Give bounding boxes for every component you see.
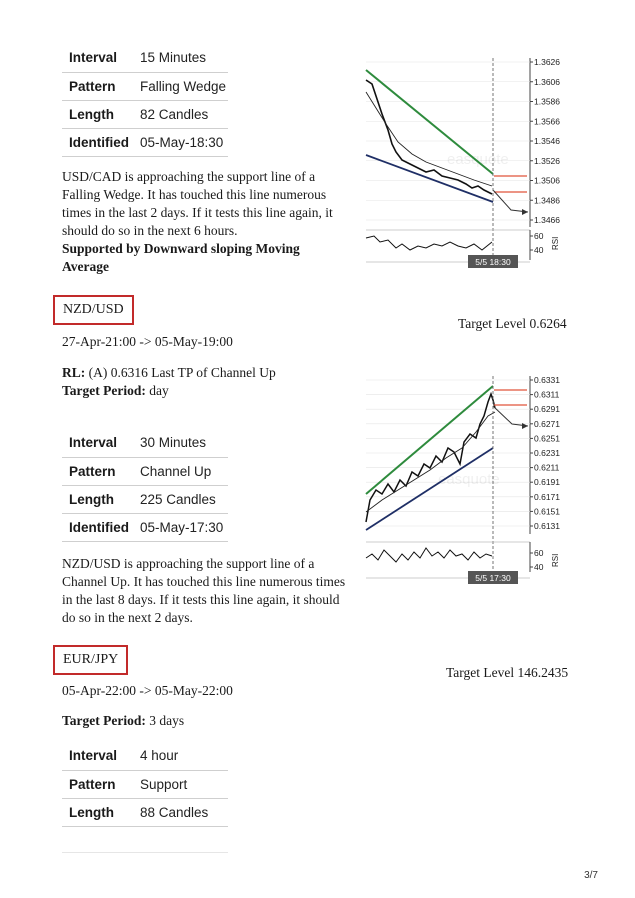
- price-tick-label: 1.3586: [534, 96, 560, 107]
- rsi-tick: 60: [534, 231, 544, 241]
- price-tick-label: 0.6291: [534, 404, 560, 415]
- table-value: Falling Wedge: [136, 72, 228, 100]
- table-value: 05-May-17:30: [136, 513, 228, 541]
- table-row: [62, 72, 228, 100]
- price-tick-label: 0.6231: [534, 448, 560, 458]
- usdcad-supported-note: Supported by Downward sloping Moving Average: [62, 241, 300, 274]
- target-period-value: day: [149, 383, 169, 398]
- target-level: Target Level 0.6264: [458, 316, 567, 331]
- table-key: Length: [62, 485, 136, 513]
- time-label: 5/5 18:30: [475, 257, 511, 267]
- price-tick-label: 0.6171: [534, 491, 560, 502]
- target-period-line: [62, 713, 184, 729]
- price-tick-label: 1.3506: [534, 175, 560, 186]
- price-tick-label: 0.6131: [534, 521, 560, 531]
- nzdusd-description: NZD/USD is approaching the support line of a Channel Up. It has touched this line numerous times in the last 8 days. If it tests this line again, it should do so in the next 2 days.: [62, 556, 346, 625]
- pair-box-eurjpy: [53, 645, 128, 675]
- watermark: easquote: [438, 471, 500, 488]
- rsi-tick: 60: [534, 548, 544, 558]
- table-key: Pattern: [62, 72, 136, 100]
- table-row: [62, 513, 228, 541]
- page-number: 3/7: [584, 870, 598, 881]
- table-key: Pattern: [62, 457, 136, 485]
- rl-line: [62, 365, 276, 381]
- pair-box-nzdusd: [53, 295, 134, 325]
- price-tick-label: 1.3626: [534, 57, 560, 67]
- table-row: [62, 742, 228, 770]
- table-row: [62, 44, 228, 72]
- target-period-label: Target Period:: [62, 383, 146, 398]
- usdcad-candles: [366, 80, 492, 194]
- table-key: Interval: [62, 429, 136, 457]
- pair-label: NZD/USD: [63, 302, 124, 317]
- table-key: Length: [62, 100, 136, 128]
- table-value: Channel Up: [136, 457, 228, 485]
- price-tick-label: 1.3566: [534, 116, 560, 127]
- eurjpy-info-table: [62, 742, 228, 827]
- rl-value: (A) 0.6316 Last TP of Channel Up: [88, 365, 276, 380]
- table-value: 88 Candles: [136, 798, 228, 826]
- target-period-value: 3 days: [149, 713, 185, 728]
- table-row: [62, 100, 228, 128]
- rsi-label: RSI: [551, 236, 560, 250]
- table-key: Identified: [62, 513, 136, 541]
- table-row: [62, 485, 228, 513]
- price-tick-label: 0.6151: [534, 506, 560, 517]
- price-tick-label: 1.3526: [534, 155, 560, 166]
- usdcad-info-table: [62, 44, 228, 157]
- rsi-label: RSI: [551, 553, 560, 567]
- price-tick-label: 0.6191: [534, 477, 560, 488]
- table-key: Interval: [62, 742, 136, 770]
- target-period-label: Target Period:: [62, 713, 146, 728]
- arrow-head-icon: [522, 209, 528, 215]
- table-row: [62, 128, 228, 156]
- table-value: 225 Candles: [136, 485, 228, 513]
- price-tick-label: 0.6331: [534, 375, 560, 385]
- divider: [62, 852, 228, 853]
- table-row: [62, 770, 228, 798]
- table-value: 4 hour: [136, 742, 228, 770]
- rsi-tick: 40: [534, 562, 544, 572]
- nzdusd-info-table: [62, 429, 228, 542]
- table-key: Identified: [62, 128, 136, 156]
- table-value: 15 Minutes: [136, 44, 228, 72]
- price-tick-label: 0.6211: [534, 462, 560, 473]
- watermark: easquote: [447, 151, 509, 168]
- usdcad-description: USD/CAD is approaching the support line of a Falling Wedge. It has touched this line numerous times in the last 2 days. If it tests this line again, it should do so in the next 6 hours.: [62, 169, 333, 238]
- pair-label: EUR/JPY: [63, 652, 119, 667]
- time-label: 5/5 17:30: [475, 573, 511, 583]
- price-tick-label: 0.6311: [534, 389, 560, 400]
- rsi-line: [366, 236, 492, 250]
- usdcad-description-block: [62, 168, 347, 276]
- target-period-line: [62, 383, 169, 399]
- rl-label: RL:: [62, 365, 86, 380]
- date-range: 27-Apr-21:00 -> 05-May-19:00: [62, 334, 233, 349]
- nzdusd-chart: [362, 372, 574, 586]
- price-tick-label: 1.3546: [534, 136, 560, 146]
- table-key: Length: [62, 798, 136, 826]
- table-key: Pattern: [62, 770, 136, 798]
- table-value: 82 Candles: [136, 100, 228, 128]
- price-tick-label: 1.3606: [534, 76, 560, 87]
- rsi-tick: 40: [534, 245, 544, 255]
- price-tick-label: 0.6271: [534, 418, 560, 429]
- table-row: [62, 457, 228, 485]
- nzdusd-candles: [366, 394, 495, 522]
- table-value: 30 Minutes: [136, 429, 228, 457]
- table-key: Interval: [62, 44, 136, 72]
- target-level: Target Level 146.2435: [446, 665, 569, 680]
- usdcad-chart: [362, 52, 574, 270]
- table-row: [62, 429, 228, 457]
- price-tick-label: 1.3466: [534, 215, 560, 225]
- price-tick-label: 1.3486: [534, 195, 560, 206]
- price-tick-label: 0.6251: [534, 433, 560, 444]
- date-range: 05-Apr-22:00 -> 05-May-22:00: [62, 683, 233, 698]
- rsi-line: [366, 548, 492, 562]
- table-value: Support: [136, 770, 228, 798]
- table-row: [62, 798, 228, 826]
- usdcad-price-axis: [366, 57, 560, 227]
- table-value: 05-May-18:30: [136, 128, 228, 156]
- projection-arrow: [493, 190, 528, 212]
